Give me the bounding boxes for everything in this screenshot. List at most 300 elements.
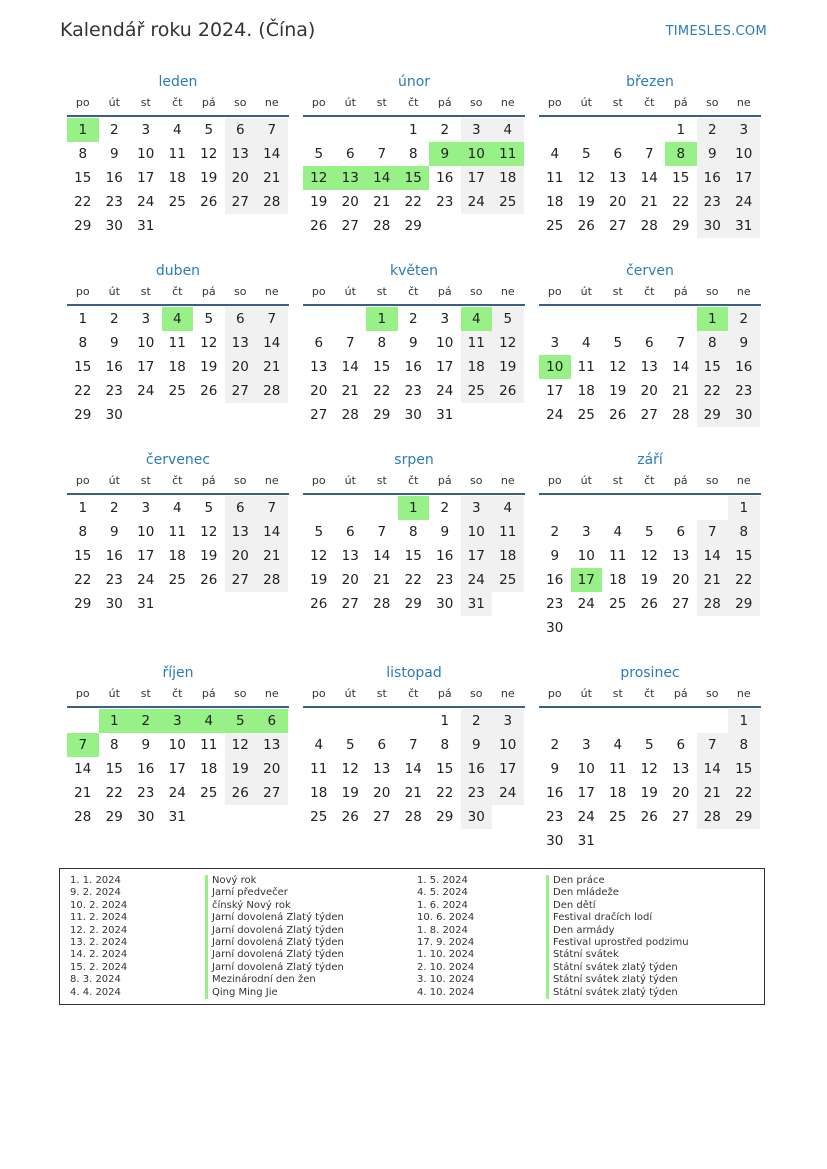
day-cell: 10: [577, 761, 595, 777]
day-cell: 4: [314, 737, 324, 753]
day-cell: 8: [109, 737, 119, 753]
holiday-day-cell: 17: [571, 568, 603, 592]
month-name: září: [637, 452, 663, 468]
weekday-label: ne: [264, 687, 279, 700]
day-cell: 18: [492, 166, 524, 190]
empty-cell: [602, 496, 634, 520]
day-cell: 22: [728, 781, 760, 805]
weekday-label: so: [470, 474, 483, 487]
day-cell: 25: [492, 568, 524, 592]
day-cell: 28: [74, 809, 92, 825]
day-cell: 8: [728, 733, 760, 757]
day-cell: 7: [256, 496, 288, 520]
day-cell: 2: [550, 524, 560, 540]
month-name: leden: [158, 74, 198, 90]
day-cell: 11: [168, 524, 186, 540]
weekday-header: [539, 473, 761, 495]
weekday-label: čt: [172, 687, 183, 700]
day-cell: 27: [609, 218, 627, 234]
day-cell: 23: [728, 379, 760, 403]
day-cell: 9: [109, 146, 119, 162]
weekday-label: po: [75, 96, 90, 109]
day-cell: 29: [105, 809, 123, 825]
day-cell: 23: [436, 194, 454, 210]
holiday-day-cell: 5: [225, 709, 257, 733]
weekday-label: čt: [408, 285, 419, 298]
legend-date: 15. 2. 2024: [70, 961, 128, 973]
day-cell: 3: [581, 524, 591, 540]
holiday-day-cell: 1: [67, 118, 99, 142]
day-cell: 22: [404, 572, 422, 588]
day-cell: 9: [141, 737, 151, 753]
day-cell: 19: [341, 785, 359, 801]
day-cell: 4: [492, 496, 524, 520]
day-cell: 30: [137, 809, 155, 825]
weekday-label: po: [547, 474, 562, 487]
legend-date: 2. 10. 2024: [417, 961, 475, 973]
day-cell: 31: [728, 214, 760, 238]
weekday-label: st: [140, 687, 151, 700]
day-cell: 6: [225, 307, 257, 331]
day-cell: 23: [137, 785, 155, 801]
legend-date: 1. 5. 2024: [417, 875, 468, 886]
page-title: Kalendář roku 2024. (Čína): [60, 19, 316, 41]
day-cell: 21: [373, 194, 391, 210]
holiday-day-cell: 11: [492, 142, 524, 166]
day-cell: 12: [200, 146, 218, 162]
empty-cell: [398, 709, 430, 733]
legend-date: 8. 3. 2024: [70, 974, 121, 986]
day-cell: 3: [141, 500, 151, 516]
day-cell: 20: [373, 785, 391, 801]
day-cell: 13: [256, 733, 288, 757]
day-cell: 21: [373, 572, 391, 588]
day-cell: 21: [697, 781, 729, 805]
weekday-header: [67, 473, 289, 495]
weekday-label: pá: [201, 285, 216, 298]
day-cell: 31: [137, 218, 155, 234]
day-cell: 24: [137, 383, 155, 399]
day-cell: 22: [404, 194, 422, 210]
legend-holiday-name: Státní svátek zlatý týden: [546, 962, 678, 974]
day-cell: 10: [137, 524, 155, 540]
legend-date: 3. 10. 2024: [417, 974, 475, 986]
brand-link[interactable]: TIMESLES.COM: [665, 24, 767, 39]
day-cell: 12: [200, 524, 218, 540]
legend-date: 9. 2. 2024: [70, 887, 121, 899]
day-cell: 16: [546, 572, 564, 588]
legend-holiday-name: Mezinárodní den žen: [205, 974, 316, 986]
month-name: srpen: [394, 452, 434, 468]
day-cell: 23: [105, 572, 123, 588]
day-cell: 17: [492, 757, 524, 781]
weekday-header: [303, 284, 525, 306]
day-cell: 19: [577, 194, 595, 210]
day-cell: 3: [550, 335, 560, 351]
day-cell: 29: [672, 218, 690, 234]
empty-cell: [335, 307, 367, 331]
day-cell: 19: [310, 194, 328, 210]
day-cell: 30: [436, 596, 454, 612]
legend-holiday-name: Státní svátek: [546, 949, 619, 961]
legend-date: 10. 6. 2024: [417, 912, 475, 924]
day-cell: 9: [461, 733, 493, 757]
day-cell: 3: [461, 118, 493, 142]
day-grid: [303, 117, 525, 238]
day-cell: 17: [137, 359, 155, 375]
day-cell: 25: [168, 194, 186, 210]
day-cell: 27: [225, 568, 257, 592]
month-block: [67, 664, 289, 829]
weekday-label: ne: [736, 474, 751, 487]
holiday-legend: [59, 868, 765, 1005]
day-cell: 10: [137, 335, 155, 351]
day-cell: 28: [256, 379, 288, 403]
day-cell: 24: [492, 781, 524, 805]
empty-cell: [539, 307, 571, 331]
day-cell: 20: [310, 383, 328, 399]
day-cell: 16: [137, 761, 155, 777]
empty-cell: [571, 496, 603, 520]
day-cell: 1: [408, 122, 418, 138]
day-cell: 20: [672, 785, 690, 801]
day-cell: 14: [341, 359, 359, 375]
day-cell: 26: [577, 218, 595, 234]
weekday-label: po: [547, 285, 562, 298]
weekday-label: so: [470, 285, 483, 298]
day-cell: 15: [74, 548, 92, 564]
day-cell: 16: [728, 355, 760, 379]
day-cell: 23: [105, 383, 123, 399]
day-cell: 20: [341, 572, 359, 588]
weekday-label: út: [108, 687, 120, 700]
month-block: [67, 73, 289, 238]
day-cell: 17: [577, 785, 595, 801]
day-cell: 25: [609, 809, 627, 825]
day-cell: 19: [492, 355, 524, 379]
holiday-day-cell: 1: [697, 307, 729, 331]
weekday-label: po: [311, 96, 326, 109]
holiday-day-cell: 6: [256, 709, 288, 733]
day-cell: 19: [200, 548, 218, 564]
day-cell: 7: [408, 737, 418, 753]
day-cell: 2: [109, 311, 119, 327]
weekday-label: út: [580, 285, 592, 298]
day-cell: 21: [256, 166, 288, 190]
month-block: [539, 451, 761, 640]
day-cell: 3: [728, 118, 760, 142]
weekday-label: pá: [437, 96, 452, 109]
day-cell: 2: [440, 500, 450, 516]
weekday-label: so: [234, 687, 247, 700]
day-cell: 27: [310, 407, 328, 423]
day-cell: 16: [697, 166, 729, 190]
day-cell: 6: [225, 118, 257, 142]
weekday-label: út: [108, 96, 120, 109]
legend-holiday-name: Qing Ming Jie: [205, 987, 278, 999]
day-cell: 30: [404, 407, 422, 423]
weekday-label: po: [311, 687, 326, 700]
day-cell: 21: [256, 355, 288, 379]
day-cell: 30: [546, 620, 564, 636]
legend-date: 1. 8. 2024: [417, 924, 468, 936]
weekday-label: čt: [644, 687, 655, 700]
holiday-day-cell: 1: [398, 496, 430, 520]
empty-cell: [602, 709, 634, 733]
day-cell: 31: [168, 809, 186, 825]
day-cell: 30: [728, 403, 760, 427]
day-cell: 21: [74, 785, 92, 801]
empty-cell: [602, 307, 634, 331]
day-cell: 27: [672, 596, 690, 612]
day-cell: 30: [546, 833, 564, 849]
day-cell: 16: [105, 359, 123, 375]
day-cell: 3: [440, 311, 450, 327]
weekday-label: út: [344, 96, 356, 109]
holiday-day-cell: 4: [162, 307, 194, 331]
empty-cell: [571, 709, 603, 733]
weekday-label: st: [140, 285, 151, 298]
empty-cell: [697, 709, 729, 733]
day-cell: 7: [697, 520, 729, 544]
day-cell: 14: [256, 520, 288, 544]
day-cell: 6: [644, 335, 654, 351]
day-cell: 27: [341, 596, 359, 612]
day-cell: 5: [492, 307, 524, 331]
weekday-label: pá: [437, 687, 452, 700]
weekday-label: čt: [644, 474, 655, 487]
weekday-label: čt: [408, 474, 419, 487]
holiday-day-cell: 13: [335, 166, 367, 190]
day-cell: 26: [200, 194, 218, 210]
day-cell: 1: [676, 122, 686, 138]
day-cell: 8: [728, 520, 760, 544]
day-cell: 24: [577, 809, 595, 825]
empty-cell: [303, 118, 335, 142]
day-cell: 10: [728, 142, 760, 166]
day-cell: 18: [609, 572, 627, 588]
day-cell: 27: [225, 190, 257, 214]
legend-holiday-name: Den armády: [546, 925, 615, 937]
day-cell: 23: [546, 809, 564, 825]
day-cell: 13: [341, 548, 359, 564]
month-block: [539, 262, 761, 427]
day-cell: 9: [697, 142, 729, 166]
day-cell: 14: [640, 170, 658, 186]
weekday-label: pá: [673, 285, 688, 298]
day-cell: 24: [137, 572, 155, 588]
day-cell: 13: [310, 359, 328, 375]
day-cell: 31: [577, 833, 595, 849]
day-cell: 8: [440, 737, 450, 753]
day-cell: 19: [640, 572, 658, 588]
day-cell: 9: [728, 331, 760, 355]
empty-cell: [335, 496, 367, 520]
day-cell: 22: [74, 194, 92, 210]
day-cell: 30: [105, 596, 123, 612]
empty-cell: [366, 496, 398, 520]
day-cell: 13: [672, 548, 690, 564]
empty-cell: [634, 496, 666, 520]
day-cell: 5: [314, 524, 324, 540]
day-cell: 10: [137, 146, 155, 162]
day-cell: 18: [168, 548, 186, 564]
legend-date: 10. 2. 2024: [70, 899, 128, 911]
weekday-header: [303, 473, 525, 495]
holiday-day-cell: 12: [303, 166, 335, 190]
day-cell: 16: [461, 757, 493, 781]
day-cell: 20: [225, 544, 257, 568]
month-name: březen: [626, 74, 674, 90]
day-cell: 21: [256, 544, 288, 568]
empty-cell: [303, 709, 335, 733]
month-block: [539, 73, 761, 238]
day-cell: 7: [697, 733, 729, 757]
month-block: [303, 73, 525, 238]
day-cell: 21: [404, 785, 422, 801]
legend-holiday-name: Jarní dovolená Zlatý týden: [205, 949, 344, 961]
legend-date: 17. 9. 2024: [417, 937, 475, 948]
weekday-label: so: [234, 474, 247, 487]
weekday-label: po: [75, 474, 90, 487]
day-cell: 22: [105, 785, 123, 801]
day-cell: 11: [200, 737, 218, 753]
legend-holiday-name: Festival uprostřed podzimu: [546, 937, 689, 949]
day-cell: 24: [546, 407, 564, 423]
legend-holiday-name: Den práce: [546, 875, 605, 887]
day-cell: 30: [461, 805, 493, 829]
empty-cell: [634, 709, 666, 733]
day-cell: 14: [672, 359, 690, 375]
day-cell: 15: [436, 761, 454, 777]
weekday-header: [67, 284, 289, 306]
day-cell: 16: [105, 548, 123, 564]
day-cell: 4: [613, 737, 623, 753]
day-cell: 27: [225, 379, 257, 403]
day-cell: 24: [461, 190, 493, 214]
month-block: [539, 664, 761, 853]
day-cell: 15: [728, 757, 760, 781]
day-cell: 7: [256, 118, 288, 142]
empty-cell: [602, 118, 634, 142]
day-cell: 21: [697, 568, 729, 592]
day-grid: [67, 708, 289, 829]
legend-holiday-name: Státní svátek zlatý týden: [546, 974, 678, 986]
day-cell: 14: [697, 544, 729, 568]
day-cell: 4: [172, 122, 182, 138]
weekday-header: [539, 686, 761, 708]
empty-cell: [67, 709, 99, 733]
day-cell: 21: [341, 383, 359, 399]
empty-cell: [665, 709, 697, 733]
day-cell: 31: [137, 596, 155, 612]
day-cell: 15: [373, 359, 391, 375]
weekday-label: pá: [201, 687, 216, 700]
weekday-label: st: [140, 474, 151, 487]
weekday-label: pá: [201, 474, 216, 487]
legend-date: 11. 2. 2024: [70, 912, 128, 924]
day-cell: 5: [204, 122, 214, 138]
weekday-label: st: [140, 96, 151, 109]
day-cell: 14: [256, 331, 288, 355]
day-cell: 26: [225, 781, 257, 805]
day-cell: 28: [640, 218, 658, 234]
day-cell: 26: [200, 572, 218, 588]
day-cell: 11: [492, 520, 524, 544]
day-cell: 6: [314, 335, 324, 351]
day-cell: 2: [550, 737, 560, 753]
day-cell: 13: [225, 520, 257, 544]
day-cell: 15: [74, 170, 92, 186]
day-cell: 3: [141, 311, 151, 327]
day-cell: 23: [105, 194, 123, 210]
empty-cell: [634, 307, 666, 331]
day-cell: 12: [341, 761, 359, 777]
holiday-day-cell: 14: [366, 166, 398, 190]
month-name: prosinec: [620, 665, 680, 681]
day-cell: 15: [105, 761, 123, 777]
day-cell: 31: [461, 592, 493, 616]
legend-holiday-name: Státní svátek zlatý týden: [546, 987, 678, 999]
legend-date: 1. 6. 2024: [417, 899, 468, 911]
day-cell: 4: [550, 146, 560, 162]
day-cell: 24: [577, 596, 595, 612]
day-cell: 17: [137, 170, 155, 186]
day-cell: 14: [697, 757, 729, 781]
day-cell: 18: [461, 355, 493, 379]
day-cell: 15: [74, 359, 92, 375]
weekday-label: pá: [437, 474, 452, 487]
weekday-label: út: [108, 474, 120, 487]
day-cell: 26: [310, 596, 328, 612]
empty-cell: [539, 118, 571, 142]
day-grid: [303, 708, 525, 829]
day-cell: 1: [78, 311, 88, 327]
day-cell: 5: [204, 500, 214, 516]
day-cell: 22: [74, 572, 92, 588]
weekday-label: út: [108, 285, 120, 298]
day-cell: 2: [440, 122, 450, 138]
empty-cell: [571, 307, 603, 331]
legend-date: 4. 10. 2024: [417, 986, 475, 998]
holiday-day-cell: 15: [398, 166, 430, 190]
day-cell: 7: [377, 146, 387, 162]
day-cell: 25: [310, 809, 328, 825]
day-cell: 23: [404, 383, 422, 399]
day-cell: 7: [345, 335, 355, 351]
day-cell: 23: [546, 596, 564, 612]
day-grid: [67, 117, 289, 238]
day-cell: 29: [404, 218, 422, 234]
day-cell: 25: [168, 572, 186, 588]
day-cell: 20: [225, 355, 257, 379]
day-cell: 19: [200, 170, 218, 186]
weekday-label: so: [706, 96, 719, 109]
day-cell: 22: [728, 568, 760, 592]
holiday-day-cell: 10: [539, 355, 571, 379]
day-cell: 10: [436, 335, 454, 351]
day-cell: 5: [314, 146, 324, 162]
day-cell: 12: [225, 733, 257, 757]
day-cell: 9: [408, 335, 418, 351]
weekday-label: so: [706, 285, 719, 298]
legend-holiday-name: Jarní dovolená Zlatý týden: [205, 937, 344, 949]
legend-holiday-name: Festival dračích lodí: [546, 912, 652, 924]
weekday-label: so: [234, 96, 247, 109]
day-cell: 29: [74, 218, 92, 234]
day-cell: 13: [640, 359, 658, 375]
day-cell: 12: [577, 170, 595, 186]
